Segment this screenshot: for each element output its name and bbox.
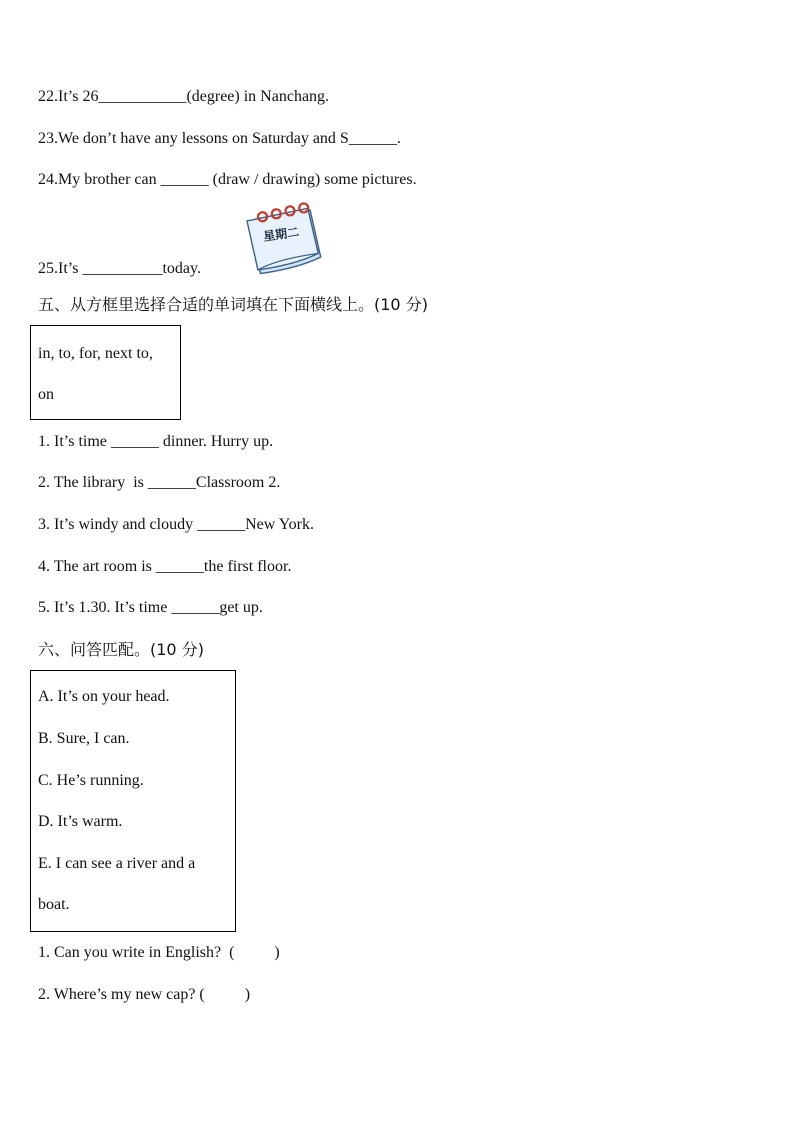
- question-25: 25.It’s __________today.: [38, 260, 201, 277]
- section5-heading: 五、从方框里选择合适的单词填在下面横线上。(10 分): [38, 295, 428, 314]
- question-23: 23.We don’t have any lessons on Saturday and S______.: [38, 130, 401, 147]
- word-box: [30, 325, 181, 420]
- section5-item: 2. The library is ______Classroom 2.: [38, 474, 281, 491]
- answer-option: A. It’s on your head.: [38, 688, 170, 705]
- calendar-icon: [244, 200, 324, 275]
- answer-option: boat.: [38, 896, 70, 913]
- word-box-line: in, to, for, next to,: [38, 345, 153, 362]
- answer-option: E. I can see a river and a: [38, 855, 196, 872]
- word-box-line: on: [38, 386, 54, 403]
- answer-option: B. Sure, I can.: [38, 730, 130, 747]
- section5-item: 3. It’s windy and cloudy ______New York.: [38, 516, 314, 533]
- section6-question: 2. Where’s my new cap? ( ): [38, 986, 251, 1003]
- section5-item: 1. It’s time ______ dinner. Hurry up.: [38, 433, 274, 450]
- question-24: 24.My brother can ______ (draw / drawing) some pictures.: [38, 171, 417, 188]
- section6-heading: 六、问答匹配。(10 分): [38, 640, 204, 659]
- section5-item: 4. The art room is ______the first floor.: [38, 558, 292, 575]
- calendar-label: 星期二: [262, 224, 300, 244]
- section6-question: 1. Can you write in English? ( ): [38, 944, 280, 961]
- answer-box: [30, 670, 236, 932]
- question-22: 22.It’s 26___________(degree) in Nanchang.: [38, 88, 330, 105]
- section5-item: 5. It’s 1.30. It’s time ______get up.: [38, 599, 263, 616]
- answer-option: D. It’s warm.: [38, 813, 123, 830]
- answer-option: C. He’s running.: [38, 772, 144, 789]
